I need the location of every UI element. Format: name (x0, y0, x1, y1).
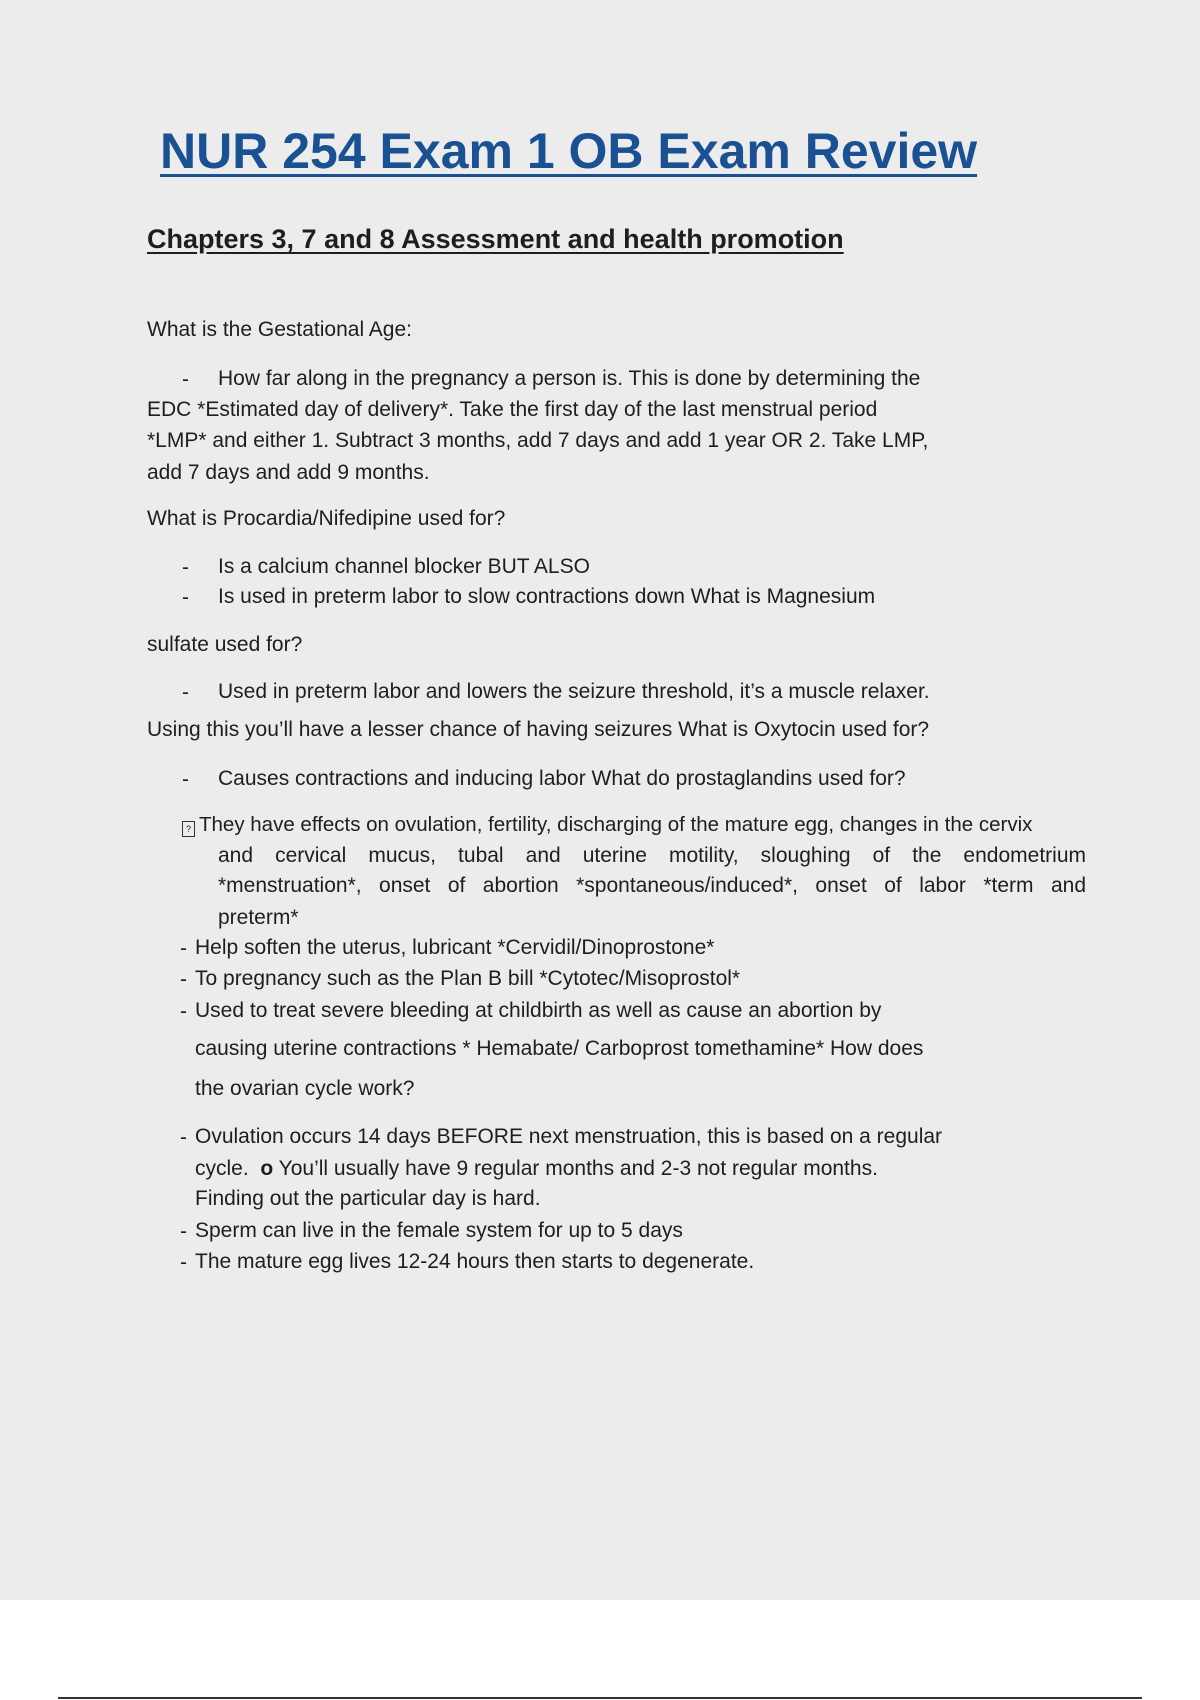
sub-bullet-marker: o (260, 1157, 274, 1180)
answer-line: the ovarian cycle work? (195, 1077, 415, 1100)
bullet-dash: - (180, 937, 187, 960)
section-heading: Chapters 3, 7 and 8 Assessment and health promotion (147, 224, 844, 254)
bullet-dash: - (182, 768, 189, 791)
answer-line: Used to treat severe bleeding at childbirth as well as cause an abortion by (195, 999, 882, 1022)
answer-line: causing uterine contractions * Hemabate/ Carboprost tomethamine* How does (195, 1037, 924, 1060)
answer-line: add 7 days and add 9 months. (147, 461, 430, 484)
bullet-dash: - (180, 1251, 187, 1274)
question-magnesium: sulfate used for? (147, 633, 303, 656)
answer-line: Finding out the particular day is hard. (195, 1187, 541, 1210)
answer-line: Is a calcium channel blocker BUT ALSO (218, 555, 590, 578)
answer-line: EDC *Estimated day of delivery*. Take the first day of the last menstrual period (147, 398, 878, 421)
bullet-dash: - (180, 968, 187, 991)
answer-line: Help soften the uterus, lubricant *Cervidil/Dinoprostone* (195, 936, 715, 959)
answer-line: How far along in the pregnancy a person is. This is done by determining the (218, 367, 921, 390)
answer-line: *menstruation*, onset of abortion *spontaneous/induced*, onset of labor *term and (218, 874, 1086, 897)
answer-text: cycle. (195, 1157, 249, 1180)
bullet-dash: - (182, 681, 189, 704)
answer-text: They have effects on ovulation, fertility, discharging of the mature egg, changes in the cervix (199, 813, 1033, 836)
document-title: NUR 254 Exam 1 OB Exam Review (160, 123, 978, 179)
question-procardia: What is Procardia/Nifedipine used for? (147, 507, 506, 530)
answer-line: and cervical mucus, tubal and uterine motility, sloughing of the endometrium (218, 844, 1086, 867)
page-divider (58, 1697, 1142, 1699)
answer-line: Ovulation occurs 14 days BEFORE next menstruation, this is based on a regular (195, 1125, 943, 1148)
bullet-dash: - (180, 1126, 187, 1149)
bullet-dash: - (180, 1000, 187, 1023)
bullet-dash: - (182, 586, 189, 609)
answer-line: Using this you’ll have a lesser chance of having seizures What is Oxytocin used for? (147, 718, 930, 741)
bullet-dash: - (180, 1220, 187, 1243)
answer-line: Causes contractions and inducing labor What do prostaglandins used for? (218, 767, 906, 790)
answer-line (195, 1158, 878, 1179)
answer-line: Used in preterm labor and lowers the seizure threshold, it’s a muscle relaxer. (218, 680, 930, 703)
answer-line: To pregnancy such as the Plan B bill *Cytotec/Misoprostol* (195, 967, 741, 990)
answer-line (182, 815, 1032, 837)
missing-glyph-icon: ? (182, 821, 195, 837)
answer-line: preterm* (218, 906, 299, 929)
answer-line: Sperm can live in the female system for up to 5 days (195, 1219, 683, 1242)
bullet-dash: - (182, 368, 189, 391)
question-gestational-age: What is the Gestational Age: (147, 318, 412, 341)
answer-line: *LMP* and either 1. Subtract 3 months, add 7 days and add 1 year OR 2. Take LMP, (147, 429, 929, 452)
answer-line: The mature egg lives 12-24 hours then starts to degenerate. (195, 1250, 755, 1273)
answer-line: Is used in preterm labor to slow contractions down What is Magnesium (218, 585, 876, 608)
answer-text: You’ll usually have 9 regular months and 2-3 not regular months. (278, 1157, 878, 1180)
bullet-dash: - (182, 556, 189, 579)
